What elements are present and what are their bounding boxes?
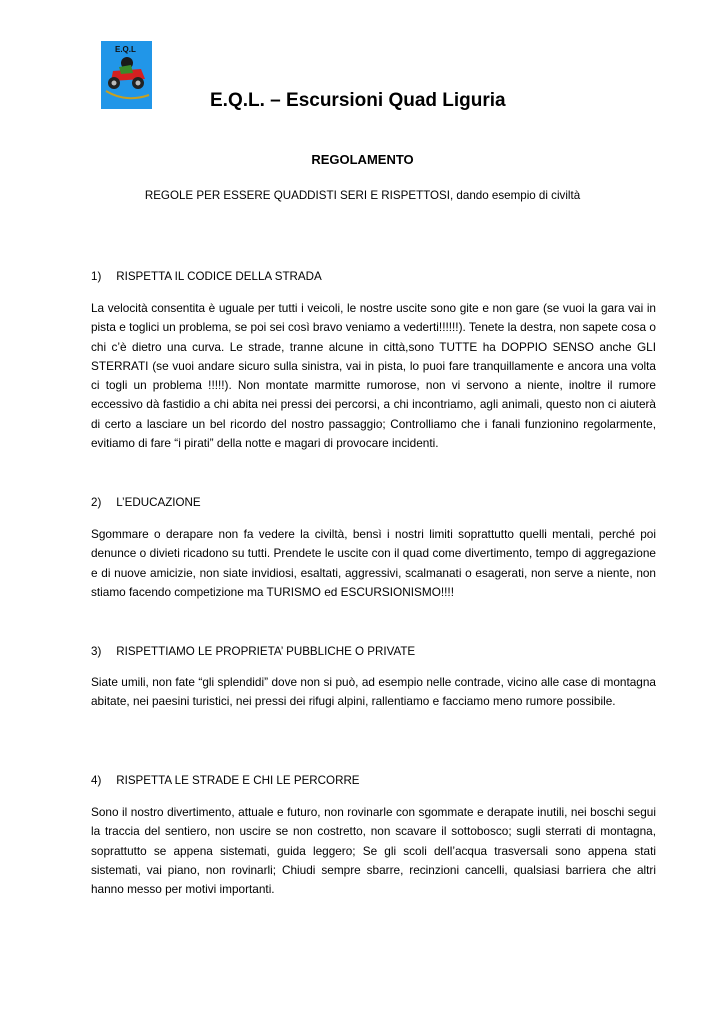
- logo-text: E.Q.L: [115, 45, 136, 54]
- section-title: RISPETTIAMO LE PROPRIETA’ PUBBLICHE O PRIVATE: [116, 645, 416, 658]
- section-title: RISPETTA IL CODICE DELLA STRADA: [116, 270, 322, 283]
- section-3-heading: [91, 645, 415, 658]
- section-number: 2): [91, 496, 102, 509]
- section-2-heading: [91, 496, 201, 509]
- section-number: 1): [91, 270, 102, 283]
- regulation-heading: REGOLAMENTO: [311, 152, 414, 167]
- section-2-body: Sgommare o derapare non fa vedere la civiltà, bensì i nostri limiti soprattutto quelli mentali, perché poi denunce o divieti ricadono su tutti. Prendete le uscite con il quad come divertimento, tempo di aggregazione e di nuove amicizie, non siate invidiosi, esaltati, aggressivi, scalmanati o esagerati, non serve a niente, non stiamo facendo competizione ma TURISMO ed ESCURSIONISMO!!!!: [91, 527, 656, 599]
- section-4-body: Sono il nostro divertimento, attuale e futuro, non rovinarle con sgommate e derapate inutili, nei boschi segui la traccia del sentiero, non uscire se non costretto, non scavare il sottobosco; sugli sterrati di montagna, soprattutto se appena sistemati, guida leggero; Se gli scoli dell’acqua trasversali sono appena stati sistemati, vai piano, non rovinarli; Chiudi sempre sbarre, recinzioni cancelli, qualsiasi barriera che altri hanno messo per motivi importanti.: [91, 805, 656, 897]
- section-number: 3): [91, 645, 102, 658]
- section-1-heading: [91, 270, 322, 283]
- section-1-body: La velocità consentita è uguale per tutti i veicoli, le nostre uscite sono gite e non gare (se vuoi la gara vai in pista e toglici un problema, se poi sei così bravo veniamo a vederti!!!!!!). Tenete la destra, non sapete cosa o chi c’è dietro una curva. Le strade, tranne alcune in città,sono TUTTE ha DOPPIO SENSO anche GLI STERRATI (se vuoi andare sicuro sulla sinistra, vai in pista, lo puoi fare tranquillamente e ancora una volta ci togli un problema !!!!!). Non montate marmitte rumorose, non vi servono a niente, inoltre il rumore eccessivo dà fastidio a chi abita nei pressi dei percorsi, a chi incontriamo, agli animali, questo non ci aiuterà di certo a lasciare un bel ricordo del nostro passaggio; Controlliamo che i fanali funzionino regolarmente, evitiamo di fare “i pirati” della notte e magari di provocare incidenti.: [91, 301, 656, 451]
- section-title: RISPETTA LE STRADE E CHI LE PERCORRE: [116, 774, 360, 787]
- section-3-body: Siate umili, non fate “gli splendidi” dove non si può, ad esempio nelle contrade, vicino alle case di montagna abitate, nei paesini turistici, nei pressi dei rifugi alpini, rallentiamo e facciamo meno rumore possibile.: [91, 675, 656, 709]
- section-title: L’EDUCAZIONE: [116, 496, 201, 509]
- section-number: 4): [91, 774, 102, 787]
- document-title: [0, 90, 725, 112]
- regulation-subtitle: REGOLE PER ESSERE QUADDISTI SERI E RISPETTOSI, dando esempio di civiltà: [144, 189, 581, 202]
- section-4-heading: [91, 774, 360, 787]
- title-text: E.Q.L. – Escursioni Quad Liguria: [210, 90, 506, 111]
